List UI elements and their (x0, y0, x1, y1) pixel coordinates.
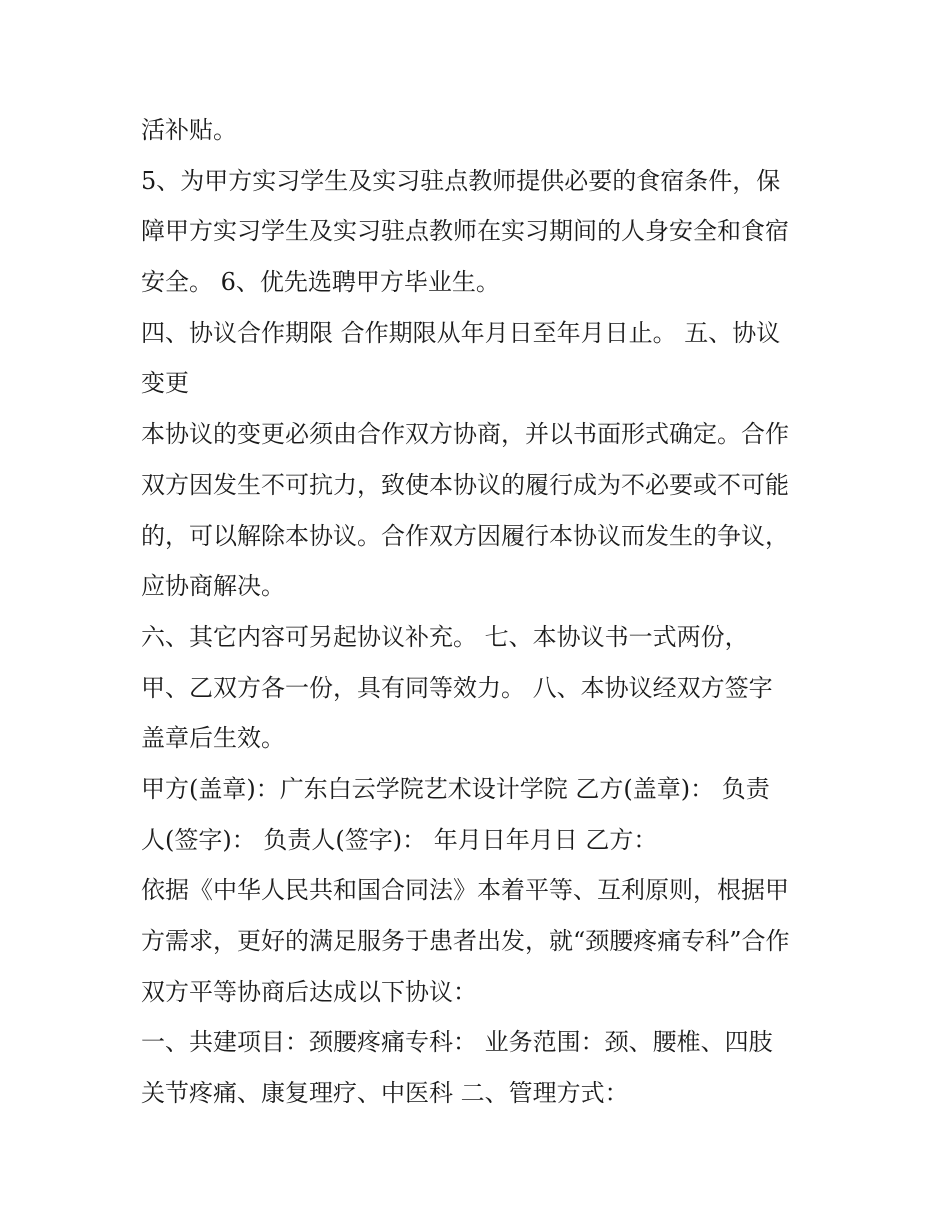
text-line: 盖章后生效。 (141, 724, 285, 753)
text-line: 方需求，更好的满足服务于患者出发，就“颈腰疼痛专科”合作 (141, 927, 790, 955)
text-line: 活补贴。 (141, 116, 237, 144)
text-line: 四、协议合作期限 合作期限从年月日至年月日止。 五、协议 (141, 318, 781, 347)
text-line: 人(签字)： 负责人(签字)： 年月日年月日 乙方： (141, 825, 658, 854)
text-line: 本协议的变更必须由合作双方协商，并以书面形式确定。合作 (141, 420, 789, 449)
text-line: 甲、乙双方各一份，具有同等效力。 八、本协议经双方签字 (141, 673, 773, 702)
text-line: 5、为甲方实习学生及实习驻点教师提供必要的食宿条件，保 (141, 166, 781, 195)
text-line: 关节疼痛、康复理疗、中医科 二、管理方式： (141, 1079, 629, 1108)
text-line: 应协商解决。 (141, 572, 285, 601)
text-line: 安全。 6、优先选聘甲方毕业生。 (141, 268, 500, 297)
text-line: 变更 (141, 369, 189, 398)
text-line: 障甲方实习学生及实习驻点教师在实习期间的人身安全和食宿 (141, 217, 789, 246)
text-line: 甲方(盖章)：广东白云学院艺术设计学院 乙方(盖章)： 负责 (141, 774, 770, 803)
text-line: 的，可以解除本协议。合作双方因履行本协议而发生的争议， (141, 521, 789, 550)
text-line: 六、其它内容可另起协议补充。 七、本协议书一式两份， (141, 622, 749, 651)
text-line: 双方平等协商后达成以下协议： (141, 977, 477, 1006)
text-line: 双方因发生不可抗力，致使本协议的履行成为不必要或不可能 (141, 470, 789, 499)
document-body (141, 105, 821, 1119)
text-line: 依据《中华人民共和国合同法》本着平等、互利原则，根据甲 (141, 876, 789, 905)
text-line: 一、共建项目：颈腰疼痛专科： 业务范围：颈、腰椎、四肢 (141, 1028, 773, 1057)
